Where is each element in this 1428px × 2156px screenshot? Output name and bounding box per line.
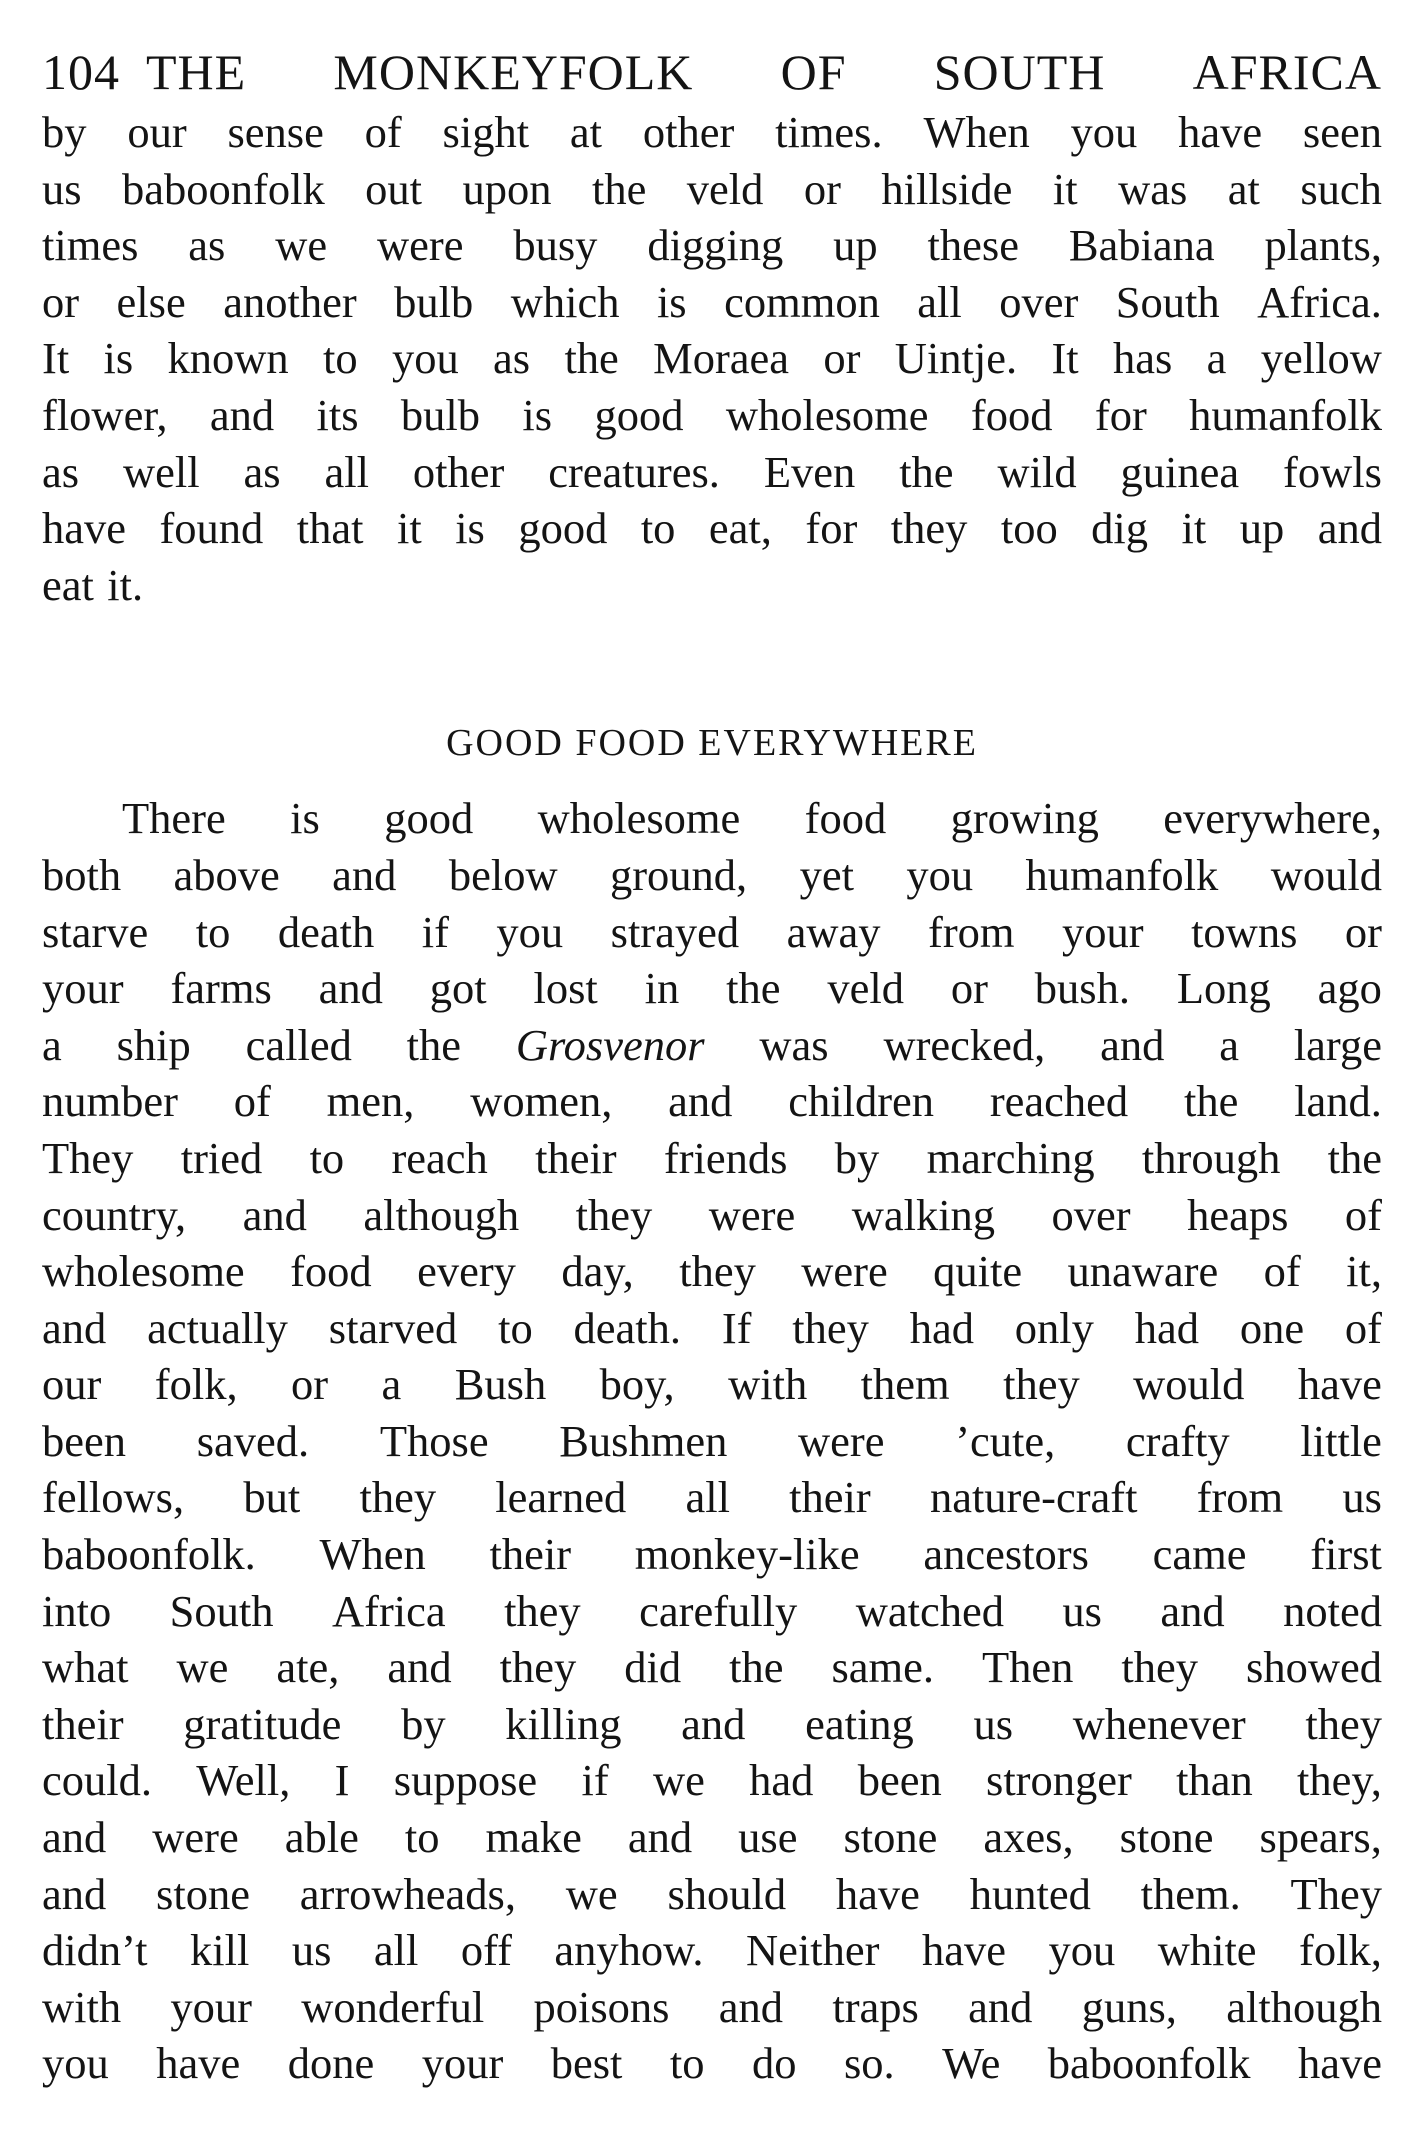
text-line: number of men, women, and children reached the land. (42, 1076, 1382, 1127)
book-page (42, 40, 1382, 2092)
running-title-word: THE (146, 44, 247, 100)
page-number: 104 (42, 44, 120, 100)
text-line: wholesome food every day, they were quite unaware of it, (42, 1246, 1382, 1297)
running-title (146, 40, 1382, 104)
running-title-word: AFRICA (1192, 44, 1382, 100)
text-line: fellows, but they learned all their nature-craft from us (42, 1472, 1382, 1523)
text-line: times as we were busy digging up these Babiana plants, (42, 220, 1382, 271)
text-line: us baboonfolk out upon the veld or hillside it was at such (42, 163, 1382, 214)
text-line: by our sense of sight at other times. When you have seen (42, 107, 1382, 157)
paragraph-2 (42, 790, 1382, 2092)
text-line: as well as all other creatures. Even the wild guinea fowls (42, 446, 1382, 497)
paragraph-1 (42, 104, 1382, 613)
text-line: starve to death if you strayed away from your towns or (42, 906, 1382, 957)
text-line: a ship called the Grosvenor was wrecked, and a large (42, 1019, 1382, 1070)
text-line: with your wonderful poisons and traps and guns, although (42, 1981, 1382, 2032)
text-line: and actually starved to death. If they had only had one of (42, 1302, 1382, 1353)
text-line: your farms and got lost in the veld or bush. Long ago (42, 963, 1382, 1014)
text-line: you have done your best to do so. We baboonfolk have (42, 2038, 1382, 2089)
section-heading: GOOD FOOD EVERYWHERE (446, 722, 978, 765)
text-line: and were able to make and use stone axes, stone spears, (42, 1812, 1382, 1863)
text-line: country, and although they were walking over heaps of (42, 1189, 1382, 1240)
text-line: been saved. Those Bushmen were ’cute, crafty little (42, 1415, 1382, 1466)
running-title-word: MONKEYFOLK (333, 44, 694, 100)
running-title-word: OF (780, 44, 847, 100)
text-line: didn’t kill us all off anyhow. Neither have you white folk, (42, 1925, 1382, 1976)
text-line: what we ate, and they did the same. Then they showed (42, 1642, 1382, 1693)
text-line: our folk, or a Bush boy, with them they would have (42, 1359, 1382, 1410)
text-line: They tried to reach their friends by marching through the (42, 1132, 1382, 1183)
running-title-word: SOUTH (933, 44, 1106, 100)
text-line: baboonfolk. When their monkey-like ancestors came first (42, 1529, 1382, 1580)
text-line: and stone arrowheads, we should have hunted them. They (42, 1868, 1382, 1919)
running-head (42, 40, 1382, 104)
text-line: There is good wholesome food growing everywhere, (122, 793, 1382, 844)
text-line: flower, and its bulb is good wholesome food for humanfolk (42, 389, 1382, 440)
text-line: their gratitude by killing and eating us whenever they (42, 1698, 1382, 1749)
text-line: or else another bulb which is common all over South Africa. (42, 276, 1382, 327)
text-line: into South Africa they carefully watched us and noted (42, 1585, 1382, 1636)
text-line: have found that it is good to eat, for they too dig it up and (42, 503, 1382, 554)
text-line: eat it. (42, 559, 144, 610)
text-line: both above and below ground, yet you humanfolk would (42, 849, 1382, 900)
text-line: It is known to you as the Moraea or Uintje. It has a yellow (42, 333, 1382, 384)
text-line: could. Well, I suppose if we had been stronger than they, (42, 1755, 1382, 1806)
